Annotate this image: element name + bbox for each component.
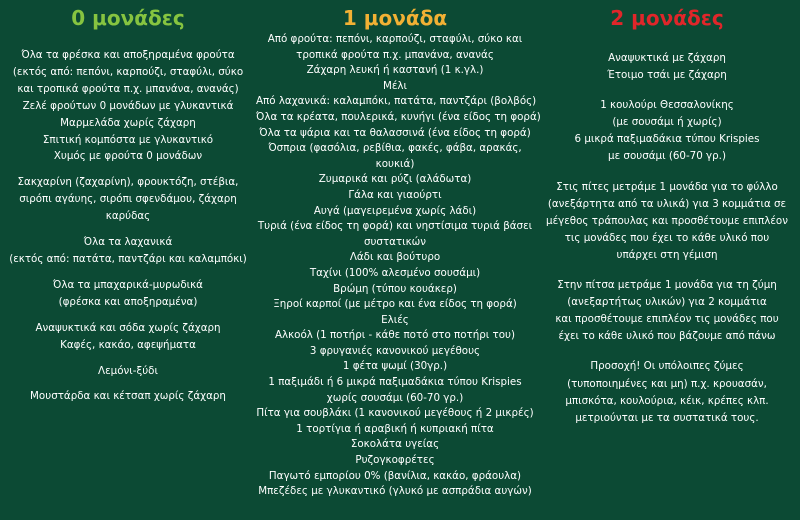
spacer bbox=[0, 165, 256, 174]
list-item: Από φρούτα: πεπόνι, καρπούζι, σταφύλι, σύκο και bbox=[267, 33, 523, 45]
heading-two-points: 2 μονάδες bbox=[610, 6, 724, 30]
column-zero-points bbox=[0, 0, 256, 405]
spacer bbox=[0, 379, 256, 388]
list-item: Ελιές bbox=[381, 313, 409, 326]
heading-zero-points: 0 μονάδες bbox=[71, 6, 185, 30]
list-item: υπάρχει στη γέμιση bbox=[616, 248, 718, 261]
list-item: Σπιτική κομπόστα με γλυκαντικό bbox=[42, 133, 214, 146]
list-item: Μπεζέδες με γλυκαντικό (γλυκό με ασπράδια αυγών) bbox=[258, 485, 532, 498]
spacer bbox=[534, 84, 800, 97]
list-item: μετριούνται με τα συστατικά τους. bbox=[575, 411, 759, 424]
list-item: Μέλι bbox=[382, 79, 408, 92]
list-item: Βρώμη (τύπου κουάκερ) bbox=[333, 282, 457, 295]
column-two-points bbox=[534, 0, 800, 427]
list-item: Αναψυκτικά με ζάχαρη bbox=[608, 52, 726, 64]
list-item: Στην πίτσα μετράμε 1 μονάδα για τη ζύμη bbox=[557, 279, 777, 292]
list-item: Ζυμαρικά και ρύζι (αλάδωτα) bbox=[318, 173, 472, 186]
list-item: Προσοχή! Οι υπόλοιπες ζύμες bbox=[590, 360, 744, 373]
list-item: 1 τορτίγια ή αραβική ή κυπριακή πίτα bbox=[296, 422, 494, 435]
list-item: Όσπρια (φασόλια, ρεβίθια, φακές, φάβα, αρακάς, bbox=[268, 142, 522, 155]
list-item: Μουστάρδα και κέτσαπ χωρίς ζάχαρη bbox=[30, 390, 226, 403]
list-item: Καφές, κακάο, αφεψήματα bbox=[60, 338, 196, 351]
spacer bbox=[0, 225, 256, 234]
list-item: (φρέσκα και αποξηραμένα) bbox=[58, 295, 198, 308]
list-item: Ταχίνι (100% αλεσμένο σουσάμι) bbox=[309, 266, 481, 279]
list-item: (εκτός από: πατάτα, παντζάρι και καλαμπόκι) bbox=[9, 252, 247, 265]
list-item: (ανεξαρτήτως υλικών) για 2 κομμάτια bbox=[567, 296, 767, 309]
list-item: κουκιά) bbox=[375, 157, 415, 170]
list-item: 3 φρυγανιές κανονικού μεγέθους bbox=[309, 344, 481, 357]
column-one-point bbox=[256, 0, 541, 500]
zero-points-list bbox=[0, 47, 256, 405]
list-item: Ζελέ φρούτων 0 μονάδων με γλυκαντικά bbox=[22, 99, 234, 112]
list-item: Σοκολάτα υγείας bbox=[350, 438, 440, 451]
list-item: μπισκότα, κουλούρια, κέικ, κρέπες κλπ. bbox=[565, 394, 769, 407]
list-item: έχει το κάθε υλικό που βάζουμε από πάνω bbox=[558, 330, 776, 343]
list-item: τις μονάδες που έχει το κάθε υλικό που bbox=[564, 231, 770, 244]
list-item: Πίτα για σουβλάκι (1 κανονικού μεγέθους ή 2 μικρές) bbox=[256, 407, 534, 420]
list-item: καρύδας bbox=[105, 210, 151, 223]
list-item: τροπικά φρούτα π.χ. μπανάνα, ανανάς bbox=[296, 48, 494, 61]
list-item: Παγωτό εμπορίου 0% (βανίλια, κακάο, φράουλα) bbox=[268, 469, 522, 482]
list-item: Αυγά (μαγειρεμένα χωρίς λάδι) bbox=[313, 204, 477, 217]
list-item: Γάλα και γιαούρτι bbox=[348, 188, 442, 201]
list-item: Όλα τα λαχανικά bbox=[83, 236, 173, 249]
list-item: Σακχαρίνη (ζαχαρίνη), φρουκτόζη, στέβια, bbox=[17, 176, 239, 189]
one-point-list bbox=[256, 32, 541, 500]
list-item: (εκτός από: πεπόνι, καρπούζι, σταφύλι, σύκο bbox=[12, 65, 244, 78]
spacer bbox=[0, 311, 256, 320]
heading-one-point: 1 μονάδα bbox=[342, 6, 448, 30]
list-item: Όλα τα φρέσκα και αποξηραμένα φρούτα bbox=[21, 49, 235, 61]
list-item: Ρυζογκοφρέτες bbox=[355, 454, 435, 467]
list-item: Στις πίτες μετράμε 1 μονάδα για το φύλλο bbox=[556, 180, 778, 193]
spacer bbox=[534, 345, 800, 358]
list-item: Έτοιμο τσάι με ζάχαρη bbox=[607, 69, 727, 82]
list-item: 6 μικρά παξιμαδάκια τύπου Krispies bbox=[574, 133, 760, 146]
spacer bbox=[534, 166, 800, 179]
list-item: και τροπικά φρούτα π.χ. μπανάνα, ανανάς) bbox=[17, 82, 239, 95]
list-item: Ξηροί καρποί (με μέτρο και ένα είδος τη φορά) bbox=[273, 298, 517, 311]
spacer bbox=[534, 264, 800, 277]
list-item: (τυποποιημένες και μη) π.χ. κρουασάν, bbox=[567, 377, 767, 390]
list-item: Αλκοόλ (1 ποτήρι - κάθε ποτό στο ποτήρι του) bbox=[274, 329, 516, 342]
list-item: Λάδι και βούτυρο bbox=[349, 251, 441, 264]
list-item: Από λαχανικά: καλαμπόκι, πατάτα, παντζάρι (βολβός) bbox=[256, 95, 537, 108]
list-item: Ζάχαρη λευκή ή καστανή (1 κ.γλ.) bbox=[306, 64, 484, 77]
spacer bbox=[0, 354, 256, 363]
list-item: και προσθέτουμε επιπλέον τις μονάδες που bbox=[555, 313, 779, 326]
spacer bbox=[0, 268, 256, 277]
list-item: (με σουσάμι ή χωρίς) bbox=[612, 116, 722, 129]
list-item: Όλα τα κρέατα, πουλερικά, κυνήγι (ένα είδος τη φορά) bbox=[256, 110, 541, 123]
list-item: Μαρμελάδα χωρίς ζάχαρη bbox=[60, 116, 196, 129]
list-item: (ανεξάρτητα από τα υλικά) για 3 κομμάτια σε bbox=[547, 197, 787, 210]
list-item: Τυριά (ένα είδος τη φορά) και νηστίσιμα τυριά βάσει bbox=[257, 220, 533, 233]
list-item: 1 κουλούρι Θεσσαλονίκης bbox=[600, 99, 734, 112]
two-points-list bbox=[534, 50, 800, 427]
list-item: 1 φέτα ψωμί (30γρ.) bbox=[342, 360, 448, 373]
list-item: Αναψυκτικά και σόδα χωρίς ζάχαρη bbox=[35, 321, 221, 334]
list-item: Λεμόνι-ξύδι bbox=[98, 364, 158, 377]
list-item: συστατικών bbox=[363, 235, 427, 248]
list-item: σιρόπι αγάυης, σιρόπι σφενδάμου, ζάχαρη bbox=[19, 193, 237, 206]
list-item: Όλα τα ψάρια και τα θαλασσινά (ένα είδος τη φορά) bbox=[259, 126, 531, 139]
list-item: μέγεθος τράπουλας και προσθέτουμε επιπλέον bbox=[546, 214, 788, 227]
list-item: Χυμός με φρούτα 0 μονάδων bbox=[53, 150, 203, 163]
list-item: Όλα τα μπαχαρικά-μυρωδικά bbox=[53, 278, 203, 291]
list-item: με σουσάμι (60-70 γρ.) bbox=[608, 150, 726, 163]
list-item: χωρίς σουσάμι (60-70 γρ.) bbox=[326, 391, 464, 404]
list-item: 1 παξιμάδι ή 6 μικρά παξιμαδάκια τύπου Krispies bbox=[268, 376, 522, 389]
